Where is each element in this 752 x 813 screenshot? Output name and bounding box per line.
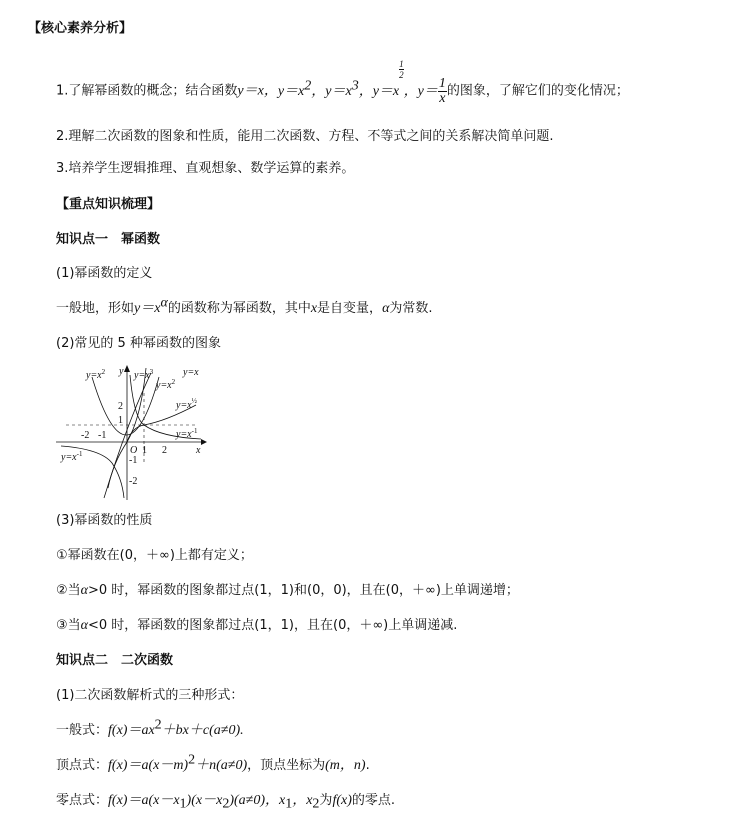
quadratic-vertex-form: 顶点式：$f(x)=a(x-m)^2+n(a\ne 0)$，顶点坐标为(m，n). — [56, 752, 370, 773]
quadratic-zero-form: 零点式：$f(x)=a(x-x_1)(x-x_2)(a\ne 0)$，$x_1$，$x_2$为f(x)的零点. — [56, 793, 396, 812]
goal-3: 3.培养学生逻辑推理、直观想象、数学运算的素养。 — [56, 161, 355, 176]
label-y-x: y=x — [183, 367, 199, 378]
label-y-x2-right: $y=x^2$ — [156, 378, 176, 391]
quadratic-general-form: 一般式：$f(x)=ax^2+bx+c(a\ne 0)$. — [56, 717, 244, 738]
tick-y-minus-2: -2 — [129, 476, 138, 487]
goal-2: 2.理解二次函数的图象和性质，能用二次函数、方程、不等式之间的关系解决简单问题. — [56, 129, 554, 144]
tick-x-minus-1: -1 — [98, 430, 107, 441]
power-function-properties-title: (3)幂函数的性质 — [56, 513, 153, 528]
label-y-axis: y — [119, 366, 124, 377]
power-functions-graph — [56, 363, 208, 501]
label-y-inverse-right: $y=x^{-1}$ — [176, 427, 198, 440]
power-function-graph-title: (2)常见的 5 种幂函数的图象 — [56, 336, 221, 351]
label-x-axis: x — [196, 445, 201, 456]
property-3: ③当α<0 时，幂函数的图象都过点(1，1)，且在(0，＋∞)上单调递减. — [56, 618, 458, 633]
tick-y-1: 1 — [118, 415, 123, 426]
y-axis-arrow-icon — [124, 365, 130, 372]
x-axis-arrow-icon — [201, 439, 207, 445]
label-origin: O — [130, 445, 138, 456]
func-y-x: y＝x， — [237, 83, 278, 99]
func-y-x3: ，$y=x^3$ — [311, 78, 359, 99]
key-knowledge-header: 【重点知识梳理】 — [56, 197, 161, 212]
curve-y-x2 — [92, 377, 159, 435]
tick-x-1: 1 — [142, 445, 147, 456]
property-1: ①幂函数在(0，＋∞)上都有定义； — [56, 548, 253, 563]
knowledge-point-2-title: 知识点二 二次函数 — [56, 653, 174, 668]
label-y-inverse-left: $y=x^{-1}$ — [61, 450, 83, 463]
knowledge-point-1-title: 知识点一 幂函数 — [56, 232, 161, 247]
label-y-x2-left: $y=x^2$ — [86, 368, 106, 381]
quadratic-forms-title: (1)二次函数解析式的三种形式： — [56, 688, 244, 703]
goal-1-prefix: 1.了解幂函数的概念；结合函数 — [56, 83, 238, 99]
func-y-x2: $y=x^2$ — [277, 78, 312, 99]
tick-y-minus-1: -1 — [129, 455, 138, 466]
func-y-inverse: ，y＝ $\frac{1}{x}$ — [403, 76, 446, 106]
power-function-definition: 一般地，形如$y=x^\alpha$的函数称为幂函数，其中x是自变量，α为常数. — [56, 295, 433, 316]
goal-1 — [56, 59, 629, 106]
goal-1-suffix: 的图象，了解它们的变化情况； — [446, 83, 629, 99]
tick-y-2: 2 — [118, 401, 123, 412]
core-literacy-header: 【核心素养分析】 — [28, 21, 133, 36]
tick-x-2: 2 — [162, 445, 167, 456]
tick-x-minus-2: -2 — [81, 430, 90, 441]
label-y-sqrt-x: $y=x^{\frac{1}{2}}$ — [176, 397, 197, 411]
power-function-definition-title: (1)幂函数的定义 — [56, 266, 153, 281]
label-y-x3: $y=x^3$ — [134, 368, 154, 381]
property-2: ②当α>0 时，幂函数的图象都过点(1，1)和(0，0)，且在(0，＋∞)上单调递增； — [56, 583, 519, 598]
func-y-x-half: ，y＝x $\frac{1}{2}$ — [358, 59, 404, 99]
